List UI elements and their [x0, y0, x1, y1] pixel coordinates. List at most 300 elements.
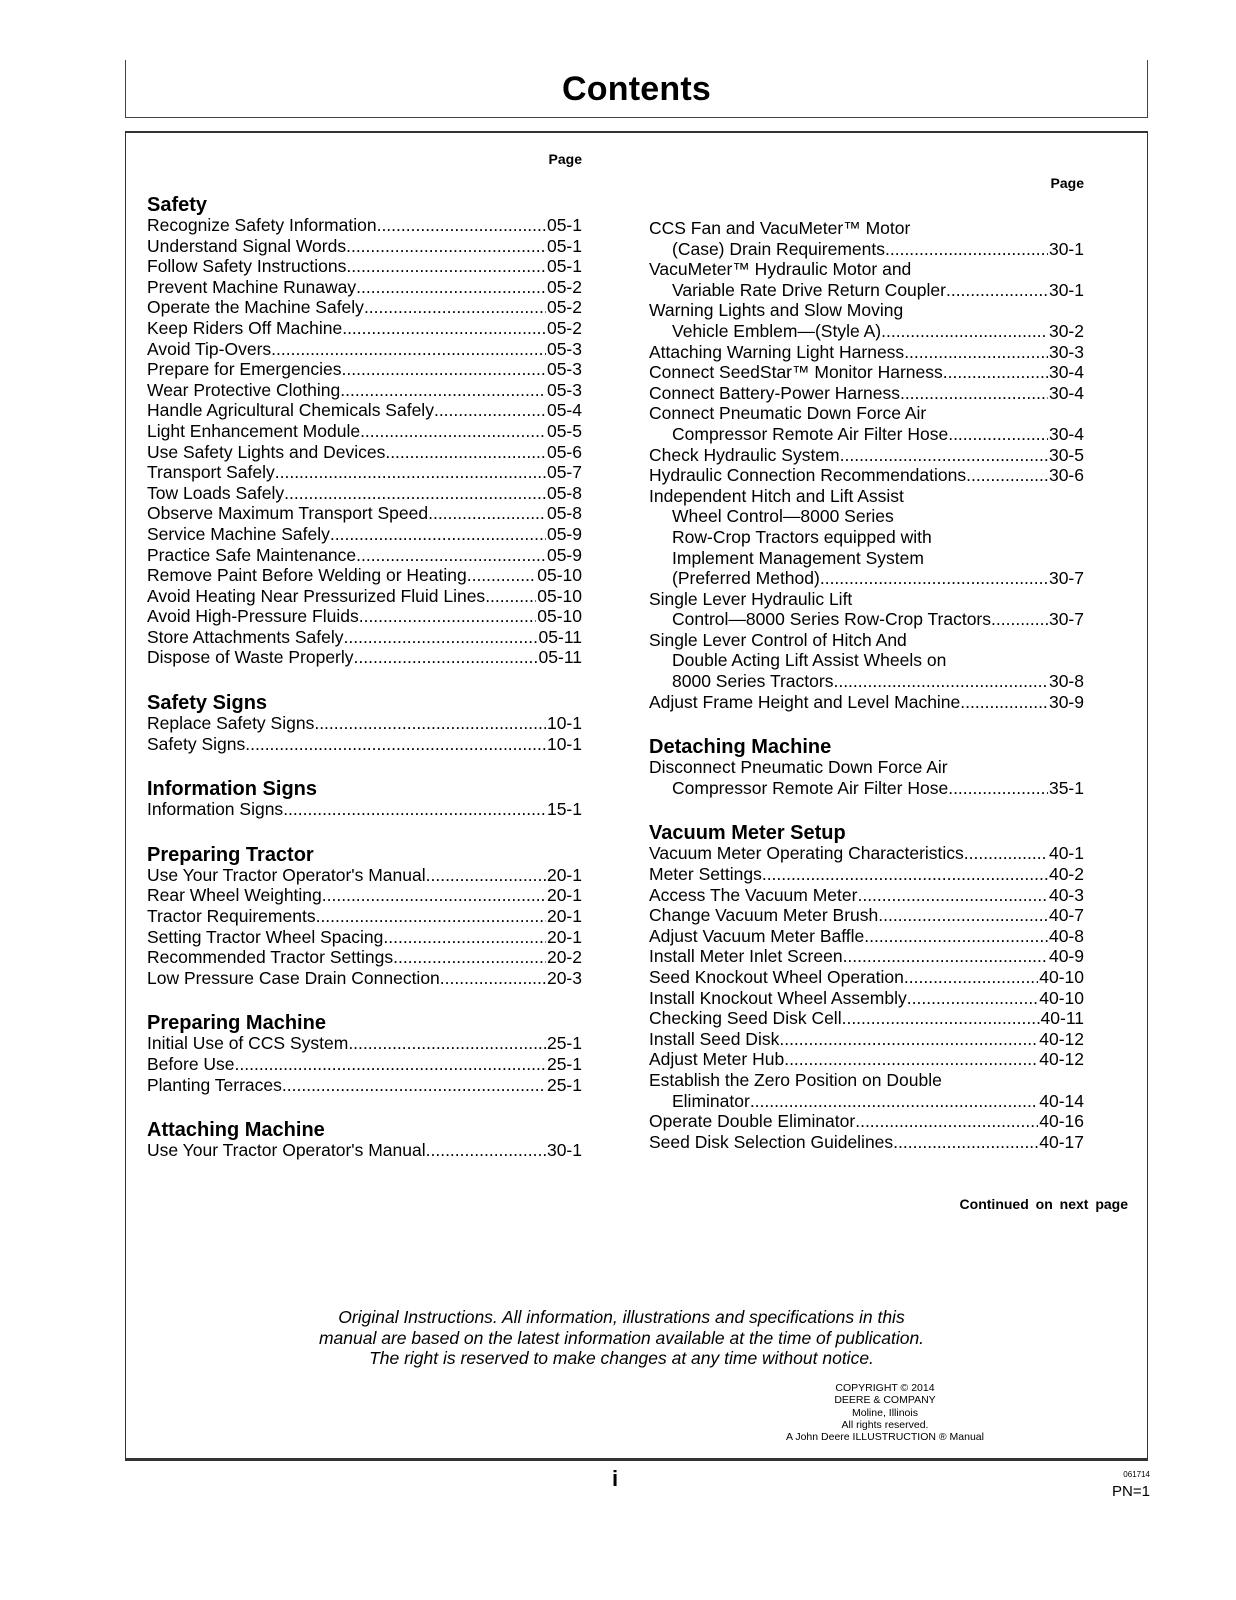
toc-entry-page: 30-5 — [1048, 444, 1084, 465]
page-number: i — [611, 1466, 619, 1491]
toc-entry-page: 20-2 — [546, 947, 582, 968]
toc-entry-title: Transport Safely — [147, 462, 275, 483]
toc-entry-title: Tractor Requirements — [147, 906, 316, 927]
dot-leader — [440, 968, 546, 989]
toc-entry[interactable] — [147, 968, 582, 989]
toc-entry-title: Store Attachments Safely — [147, 626, 344, 647]
dot-leader — [356, 277, 546, 298]
toc-entry[interactable] — [147, 1033, 582, 1054]
toc-entry[interactable] — [147, 421, 582, 442]
toc-entry-page: 40-11 — [1040, 1008, 1084, 1029]
toc-entry[interactable] — [147, 442, 582, 463]
dot-leader — [275, 462, 546, 483]
dot-leader — [779, 1029, 1038, 1050]
toc-entry[interactable] — [147, 885, 582, 906]
original-instructions-notice — [125, 1307, 1148, 1369]
toc-entry-page: 05-5 — [546, 420, 582, 441]
toc-entry-page: 05-11 — [538, 647, 582, 668]
toc-entry[interactable] — [649, 362, 1084, 383]
toc-entry-page: 05-9 — [546, 523, 582, 544]
toc-entry-title: Rear Wheel Weighting — [147, 885, 322, 906]
toc-entry-page: 30-4 — [1048, 382, 1084, 403]
notice-line: Original Instructions. All information, illustrations and specifications in this — [338, 1307, 905, 1327]
toc-entry[interactable] — [147, 483, 582, 504]
toc-entry-row — [649, 946, 1084, 967]
toc-entry-page: 05-3 — [546, 359, 582, 380]
toc-entry[interactable] — [147, 318, 582, 339]
toc-entry-page: 40-14 — [1039, 1090, 1084, 1111]
toc-section — [649, 822, 1084, 1152]
toc-entry[interactable] — [147, 400, 582, 421]
copyright-line: All rights reserved. — [841, 1418, 929, 1431]
toc-entry-page: 30-4 — [1048, 423, 1084, 444]
toc-entry-title: Avoid High-Pressure Fluids — [147, 606, 359, 627]
toc-entry-title: Keep Riders Off Machine — [147, 317, 343, 338]
toc-section — [147, 1119, 582, 1161]
toc-entry-title: Safety Signs — [147, 733, 246, 754]
left-page-label: Page — [548, 151, 582, 167]
section-title: Preparing Tractor — [147, 843, 314, 866]
toc-entry-title: Use Your Tractor Operator's Manual — [147, 864, 426, 885]
toc-entry-title: Prevent Machine Runaway — [147, 276, 357, 297]
dot-leader — [284, 483, 546, 504]
toc-entry[interactable] — [147, 277, 582, 298]
toc-entry-page: 25-1 — [546, 1054, 582, 1074]
toc-entry-title: Operate the Machine Safely — [147, 297, 364, 318]
toc-entry-page: 20-1 — [546, 906, 582, 927]
dot-leader — [843, 946, 1048, 967]
toc-entry[interactable] — [649, 465, 1084, 486]
toc-entry-line: Row-Crop Tractors equipped with — [672, 526, 932, 547]
toc-entry-title: Adjust Vacuum Meter Baffle — [649, 925, 865, 946]
toc-entry[interactable] — [649, 692, 1084, 713]
toc-entry[interactable] — [147, 339, 582, 360]
toc-entry-title: Hydraulic Connection Recommendations — [649, 465, 967, 486]
toc-entry-page: 30-8 — [1048, 671, 1084, 692]
dot-leader — [857, 885, 1048, 906]
dot-leader — [235, 1054, 546, 1075]
toc-entry-page: 05-8 — [546, 482, 582, 503]
dot-leader — [356, 545, 546, 566]
toc-entry-title: Replace Safety Signs — [147, 713, 315, 734]
toc-entry-title: Meter Settings — [649, 864, 762, 885]
toc-entry[interactable] — [147, 734, 582, 755]
toc-entry-title: 8000 Series Tractors — [672, 671, 834, 692]
toc-entry-page: 05-9 — [546, 544, 582, 565]
toc-entry[interactable] — [147, 297, 582, 318]
toc-entry[interactable] — [649, 383, 1084, 404]
toc-entry[interactable] — [147, 565, 582, 586]
toc-entry-row — [649, 967, 1084, 988]
toc-entry-row — [649, 1132, 1084, 1153]
toc-entry-page: 30-3 — [1048, 341, 1084, 362]
dot-leader — [344, 627, 538, 648]
toc-entry-page: 10-1 — [546, 713, 582, 734]
dot-leader — [820, 568, 1048, 589]
toc-entry-title: Recommended Tractor Settings — [147, 947, 394, 968]
dot-leader — [485, 586, 536, 607]
toc-entry-page: 30-9 — [1048, 691, 1084, 712]
toc-entry-title: Connect SeedStar™ Monitor Harness — [649, 362, 943, 383]
toc-entry[interactable] — [147, 524, 582, 545]
toc-entry[interactable] — [147, 606, 582, 627]
toc-entry-page: 05-10 — [537, 585, 582, 606]
dot-leader — [342, 359, 546, 380]
toc-entry-page: 40-10 — [1039, 967, 1084, 987]
dot-leader — [946, 280, 1048, 301]
dot-leader — [245, 734, 546, 755]
toc-entry-title: Initial Use of CCS System — [147, 1033, 349, 1054]
toc-entry-page: 30-1 — [1048, 279, 1084, 300]
dot-leader — [885, 239, 1048, 260]
toc-entry-row — [649, 1008, 1084, 1029]
toc-entry-title: Setting Tractor Wheel Spacing — [147, 926, 384, 947]
toc-entry-page: 40-10 — [1039, 987, 1084, 1008]
toc-entry-page: 30-7 — [1048, 609, 1084, 630]
toc-entry-row — [649, 239, 1084, 260]
dot-leader — [385, 442, 546, 463]
toc-entry-title: Adjust Meter Hub — [649, 1049, 785, 1070]
toc-entry[interactable] — [649, 1049, 1084, 1070]
toc-entry[interactable] — [147, 1140, 582, 1161]
toc-entry[interactable] — [147, 380, 582, 401]
toc-entry-row — [649, 609, 1084, 630]
toc-entry[interactable] — [147, 586, 582, 607]
toc-entry-title: Information Signs — [147, 799, 284, 820]
toc-section — [147, 844, 582, 989]
toc-entry[interactable] — [649, 1132, 1084, 1153]
toc-entry-row — [649, 342, 1084, 363]
toc-entry-title: Vacuum Meter Operating Characteristics — [649, 843, 964, 864]
toc-entry-page: 05-1 — [546, 256, 582, 277]
copyright-line: Moline, Illinois — [852, 1406, 918, 1419]
toc-entry-title: Dispose of Waste Properly — [147, 647, 354, 668]
toc-section — [147, 778, 582, 820]
section-title: Preparing Machine — [147, 1012, 326, 1035]
toc-entry-row — [649, 671, 1084, 692]
toc-entry-page: 40-7 — [1048, 905, 1084, 926]
toc-entry[interactable] — [649, 946, 1084, 967]
toc-entry[interactable] — [649, 259, 1084, 300]
toc-entry-page: 20-1 — [546, 885, 582, 906]
toc-entry-title: Use Safety Lights and Devices — [147, 441, 386, 462]
toc-entry-page: 05-3 — [546, 379, 582, 400]
toc-entry[interactable] — [147, 865, 582, 886]
section-title: Vacuum Meter Setup — [649, 822, 846, 845]
section-title: Safety — [147, 194, 208, 216]
toc-entry-page: 05-10 — [537, 565, 582, 586]
toc-entry[interactable] — [147, 545, 582, 566]
toc-entry[interactable] — [649, 988, 1084, 1009]
toc-entry-row — [649, 445, 1084, 466]
copyright-line: A John Deere ILLUSTRUCTION ® Manual — [786, 1431, 984, 1444]
toc-entry-title: Observe Maximum Transport Speed — [147, 503, 429, 524]
toc-entry-page: 05-4 — [546, 400, 582, 421]
page-title: Contents — [562, 70, 711, 108]
toc-entry-row — [649, 362, 1084, 383]
toc-entry[interactable] — [649, 885, 1084, 906]
toc-entry-title: (Case) Drain Requirements — [672, 238, 885, 259]
toc-entry-title: Access The Vacuum Meter — [649, 884, 858, 905]
dot-leader — [948, 424, 1048, 445]
dot-leader — [346, 236, 546, 257]
toc-entry-title: Install Meter Inlet Screen — [649, 946, 843, 967]
toc-entry-page: 05-10 — [537, 606, 582, 627]
dot-leader — [360, 421, 546, 442]
dot-leader — [364, 297, 546, 318]
dot-leader — [342, 318, 546, 339]
toc-entry-title: Recognize Safety Information — [147, 215, 377, 235]
left-column — [147, 150, 582, 1185]
toc-entry-title: Service Machine Safely — [147, 523, 330, 544]
dot-leader — [359, 606, 537, 627]
toc-entry-line: Implement Management System — [672, 547, 924, 568]
toc-entry[interactable] — [147, 359, 582, 380]
toc-entry-page: 20-1 — [546, 926, 582, 947]
dot-leader — [840, 445, 1048, 466]
toc-section — [649, 218, 1084, 712]
toc-entry[interactable] — [147, 503, 582, 524]
toc-entry-title: Light Enhancement Module — [147, 420, 361, 441]
toc-entry[interactable] — [147, 647, 582, 668]
toc-entry-title: Avoid Tip-Overs — [147, 338, 272, 359]
toc-entry-row — [649, 383, 1084, 404]
toc-entry[interactable] — [147, 906, 582, 927]
toc-entry-row — [649, 692, 1084, 713]
toc-entry-row — [649, 465, 1084, 486]
dot-leader — [340, 380, 546, 401]
toc-entry-page: 05-8 — [546, 503, 582, 524]
toc-entry-line: Warning Lights and Slow Moving — [649, 300, 904, 321]
copyright-block — [760, 1382, 1010, 1443]
toc-entry-title: Remove Paint Before Welding or Heating — [147, 565, 467, 586]
toc-entry-page: 20-1 — [546, 864, 582, 885]
toc-entry[interactable] — [147, 215, 582, 236]
section-title: Information Signs — [147, 778, 317, 801]
toc-entry[interactable] — [147, 927, 582, 948]
toc-entry-title: Handle Agricultural Chemicals Safely — [147, 400, 434, 421]
toc-entry-title: Checking Seed Disk Cell — [649, 1008, 842, 1029]
dot-leader — [964, 843, 1048, 864]
toc-entry-title: Avoid Heating Near Pressurized Fluid Lines — [147, 585, 486, 606]
toc-entry-row — [649, 885, 1084, 906]
dot-leader — [878, 905, 1048, 926]
header-bottom-rule — [125, 117, 1148, 118]
toc-entry-page: 05-1 — [546, 215, 582, 235]
toc-entry[interactable] — [649, 403, 1084, 444]
toc-entry-page: 40-8 — [1048, 925, 1084, 946]
dot-leader — [428, 503, 546, 524]
toc-entry[interactable] — [147, 1054, 582, 1075]
toc-entry-title: Planting Terraces — [147, 1074, 282, 1095]
toc-entry-title: Tow Loads Safely — [147, 482, 285, 503]
toc-entry-page: 40-2 — [1048, 864, 1084, 885]
toc-entry-title: Operate Double Eliminator — [649, 1111, 856, 1132]
toc-entry-page: 30-6 — [1048, 465, 1084, 486]
toc-entry[interactable] — [147, 713, 582, 734]
dot-leader — [377, 215, 546, 236]
dot-leader — [322, 885, 546, 906]
toc-entry-row — [649, 843, 1084, 864]
toc-entry[interactable] — [649, 630, 1084, 692]
toc-entry-row — [649, 1111, 1084, 1132]
dot-leader — [271, 339, 546, 360]
toc-entry-page: 05-1 — [546, 235, 582, 256]
toc-entry-page: 30-7 — [1048, 568, 1084, 589]
toc-entry-row — [649, 988, 1084, 1009]
toc-entry[interactable] — [147, 1075, 582, 1096]
document-code: 061714 — [1123, 1470, 1150, 1479]
toc-entry[interactable] — [147, 627, 582, 648]
toc-entry-title: Practice Safe Maintenance — [147, 544, 357, 565]
toc-section — [147, 692, 582, 754]
toc-section — [649, 736, 1084, 798]
toc-entry[interactable] — [147, 462, 582, 483]
toc-entry-title: Connect Battery-Power Harness — [649, 382, 900, 403]
toc-entry-page: 30-2 — [1048, 320, 1084, 341]
dot-leader — [762, 864, 1048, 885]
toc-entry-page: 40-12 — [1039, 1049, 1084, 1070]
toc-entry[interactable] — [147, 256, 582, 277]
toc-entry-line: VacuMeter™ Hydraulic Motor and — [649, 259, 912, 280]
toc-entry[interactable] — [649, 300, 1084, 341]
toc-entry[interactable] — [147, 799, 582, 820]
toc-entry-row — [649, 1049, 1084, 1070]
toc-entry-title: Compressor Remote Air Filter Hose — [672, 777, 949, 798]
toc-entry-page: 40-16 — [1039, 1111, 1084, 1132]
dot-leader — [346, 256, 546, 277]
toc-entry-page: 05-3 — [546, 338, 582, 359]
toc-entry-page: 40-17 — [1039, 1131, 1084, 1152]
toc-entry[interactable] — [649, 486, 1084, 589]
toc-entry-row — [649, 424, 1084, 445]
dot-leader — [881, 321, 1048, 342]
dot-leader — [314, 713, 546, 734]
toc-entry-title: Install Knockout Wheel Assembly — [649, 987, 907, 1008]
dot-leader — [467, 565, 537, 586]
toc-entry[interactable] — [649, 1029, 1084, 1050]
dot-leader — [907, 988, 1038, 1009]
toc-entry[interactable] — [649, 445, 1084, 466]
dot-leader — [393, 947, 546, 968]
toc-entry-line: Single Lever Hydraulic Lift — [649, 588, 853, 609]
toc-entry[interactable] — [649, 1111, 1084, 1132]
toc-entry[interactable] — [649, 864, 1084, 885]
toc-entry-line: Establish the Zero Position on Double — [649, 1069, 942, 1090]
notice-line: The right is reserved to make changes at any time without notice. — [369, 1348, 874, 1369]
right-column — [649, 174, 1084, 1176]
toc-entry-row — [649, 1029, 1084, 1050]
dot-leader — [750, 1091, 1038, 1112]
toc-entry-row — [649, 280, 1084, 301]
dot-leader — [833, 671, 1048, 692]
toc-entry-title: Vehicle Emblem—(Style A) — [672, 320, 882, 341]
dot-leader — [943, 362, 1048, 383]
toc-entry-title: Seed Disk Selection Guidelines — [649, 1131, 894, 1152]
toc-entry-title: Eliminator — [672, 1090, 750, 1111]
continued-note: Continued on next page — [959, 1196, 1128, 1212]
dot-leader — [960, 692, 1048, 713]
toc-entry-title: Adjust Frame Height and Level Machine — [649, 691, 961, 712]
toc-entry-page: 20-3 — [546, 967, 582, 988]
section-title: Attaching Machine — [147, 1119, 325, 1142]
notice-line: manual are based on the latest information available at the time of publication. — [318, 1327, 925, 1348]
pn-label: PN=1 — [1112, 1483, 1150, 1500]
toc-entry-title: Understand Signal Words — [147, 235, 347, 256]
toc-entry-page: 05-2 — [546, 276, 582, 297]
toc-entry-page: 05-2 — [546, 297, 582, 318]
toc-entry[interactable] — [649, 757, 1084, 798]
toc-entry[interactable] — [147, 236, 582, 257]
toc-entry-row — [649, 926, 1084, 947]
dot-leader — [316, 906, 546, 927]
footer-rule — [125, 1459, 1148, 1461]
toc-entry[interactable] — [649, 967, 1084, 988]
toc-entry-page: 40-1 — [1048, 843, 1084, 864]
toc-entry-title: Wear Protective Clothing — [147, 379, 341, 400]
toc-entry-row — [649, 1091, 1084, 1112]
section-title: Detaching Machine — [649, 736, 832, 759]
dot-leader — [864, 926, 1048, 947]
toc-entry-title: Seed Knockout Wheel Operation — [649, 967, 904, 987]
dot-leader — [904, 342, 1048, 363]
dot-leader — [966, 465, 1048, 486]
dot-leader — [283, 799, 546, 820]
toc-entry-title: Check Hydraulic System — [649, 444, 840, 465]
dot-leader — [348, 1033, 546, 1054]
toc-entry-page: 40-3 — [1048, 884, 1084, 905]
toc-entry-title: Follow Safety Instructions — [147, 256, 347, 277]
toc-entry[interactable] — [649, 218, 1084, 259]
dot-leader — [784, 1049, 1038, 1070]
toc-entry[interactable] — [649, 905, 1084, 926]
dot-leader — [354, 647, 538, 668]
dot-leader — [948, 778, 1048, 799]
dot-leader — [842, 1008, 1040, 1029]
toc-entry[interactable] — [649, 589, 1084, 630]
toc-entry[interactable] — [649, 342, 1084, 363]
toc-entry-row — [649, 905, 1084, 926]
toc-entry-page: 30-1 — [1048, 238, 1084, 259]
toc-entry[interactable] — [147, 947, 582, 968]
section-title: Safety Signs — [147, 692, 268, 715]
toc-entry-row — [649, 321, 1084, 342]
toc-entry[interactable] — [649, 843, 1084, 864]
toc-entry-line: Wheel Control—8000 Series — [672, 506, 894, 527]
dot-leader — [330, 524, 546, 545]
toc-entry-page: 30-1 — [546, 1140, 582, 1161]
toc-entry[interactable] — [649, 1008, 1084, 1029]
dot-leader — [893, 1132, 1038, 1153]
dot-leader — [434, 400, 546, 421]
toc-entry-page: 25-1 — [546, 1074, 582, 1095]
toc-entry-page: 40-12 — [1039, 1028, 1084, 1049]
toc-entry-title: Change Vacuum Meter Brush — [649, 905, 879, 926]
toc-entry-page: 30-4 — [1048, 362, 1084, 383]
toc-entry[interactable] — [649, 1070, 1084, 1111]
toc-entry-title: Install Seed Disk — [649, 1028, 780, 1049]
toc-entry-page: 05-7 — [546, 462, 582, 483]
toc-entry[interactable] — [649, 926, 1084, 947]
toc-entry-row — [649, 778, 1084, 799]
toc-entry-line: Disconnect Pneumatic Down Force Air — [649, 757, 948, 778]
toc-entry-line: Double Acting Lift Assist Wheels on — [672, 650, 947, 671]
toc-entry-title: Use Your Tractor Operator's Manual — [147, 1140, 426, 1161]
toc-section — [147, 194, 582, 668]
toc-entry-line: Single Lever Control of Hitch And — [649, 629, 907, 650]
toc-entry-page: 40-9 — [1048, 946, 1084, 967]
toc-entry-line: Connect Pneumatic Down Force Air — [649, 403, 927, 424]
